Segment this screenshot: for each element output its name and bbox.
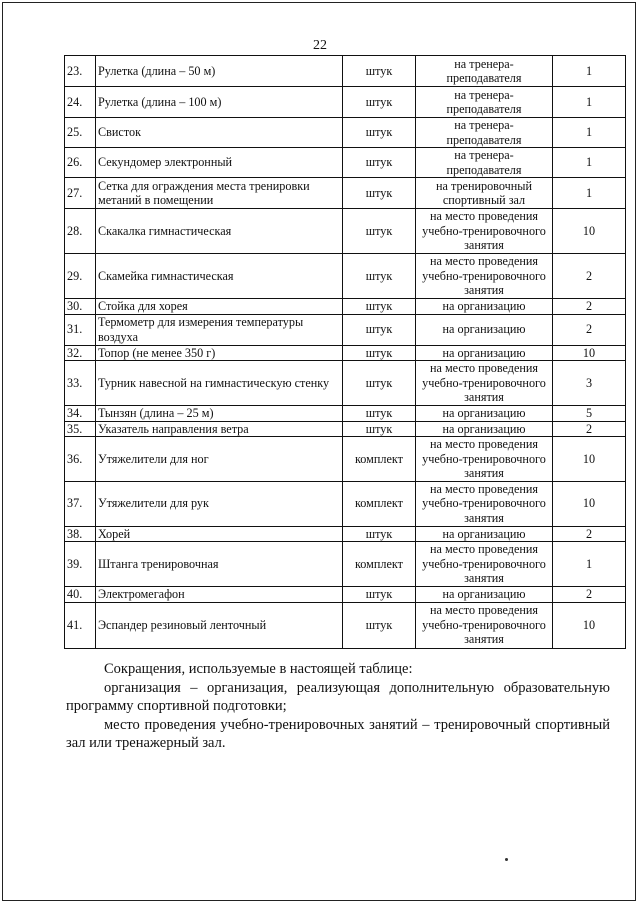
allocation-cell: на место проведения учебно-тренировочного занятия bbox=[416, 254, 553, 299]
allocation-cell: на организацию bbox=[416, 406, 553, 422]
unit-cell: штук bbox=[343, 148, 416, 178]
item-name-cell: Хорей bbox=[96, 526, 343, 542]
unit-cell: штук bbox=[343, 526, 416, 542]
unit-cell: штук bbox=[343, 254, 416, 299]
unit-cell: штук bbox=[343, 406, 416, 422]
allocation-cell: на место проведения учебно-тренировочного занятия bbox=[416, 602, 553, 648]
item-name-cell: Указатель направления ветра bbox=[96, 421, 343, 437]
quantity-cell: 2 bbox=[553, 299, 626, 315]
row-number-cell: 24. bbox=[65, 87, 96, 118]
table-row bbox=[65, 254, 626, 299]
row-number-cell: 35. bbox=[65, 421, 96, 437]
quantity-cell: 3 bbox=[553, 361, 626, 406]
row-number-cell: 40. bbox=[65, 587, 96, 603]
notes-definition-organization: организация – организация, реализующая дополнительную образовательную программу спортивной подготовки; bbox=[66, 679, 610, 714]
table-row bbox=[65, 437, 626, 482]
item-name-cell: Эспандер резиновый ленточный bbox=[96, 602, 343, 648]
item-name-cell: Скамейка гимнастическая bbox=[96, 254, 343, 299]
row-number-cell: 27. bbox=[65, 178, 96, 209]
unit-cell: штук bbox=[343, 178, 416, 209]
unit-cell: штук bbox=[343, 314, 416, 345]
item-name-cell: Свисток bbox=[96, 118, 343, 148]
allocation-cell: на место проведения учебно-тренировочного занятия bbox=[416, 209, 553, 254]
table-row bbox=[65, 421, 626, 437]
allocation-cell: на место проведения учебно-тренировочного занятия bbox=[416, 481, 553, 526]
item-name-cell: Рулетка (длина – 50 м) bbox=[96, 56, 343, 87]
quantity-cell: 2 bbox=[553, 421, 626, 437]
item-name-cell: Скакалка гимнастическая bbox=[96, 209, 343, 254]
quantity-cell: 10 bbox=[553, 602, 626, 648]
item-name-cell: Секундомер электронный bbox=[96, 148, 343, 178]
unit-cell: штук bbox=[343, 118, 416, 148]
allocation-cell: на организацию bbox=[416, 345, 553, 361]
item-name-cell: Утяжелители для рук bbox=[96, 481, 343, 526]
allocation-cell: на организацию bbox=[416, 421, 553, 437]
page-number: 22 bbox=[313, 38, 327, 53]
unit-cell: штук bbox=[343, 361, 416, 406]
item-name-cell: Турник навесной на гимнастическую стенку bbox=[96, 361, 343, 406]
equipment-table-body bbox=[65, 56, 626, 649]
allocation-cell: на тренера-преподавателя bbox=[416, 118, 553, 148]
allocation-cell: на организацию bbox=[416, 299, 553, 315]
item-name-cell: Тынзян (длина – 25 м) bbox=[96, 406, 343, 422]
quantity-cell: 1 bbox=[553, 56, 626, 87]
quantity-cell: 1 bbox=[553, 178, 626, 209]
quantity-cell: 1 bbox=[553, 87, 626, 118]
table-row bbox=[65, 542, 626, 587]
unit-cell: штук bbox=[343, 56, 416, 87]
allocation-cell: на организацию bbox=[416, 587, 553, 603]
table-row bbox=[65, 148, 626, 178]
allocation-cell: на организацию bbox=[416, 526, 553, 542]
quantity-cell: 10 bbox=[553, 437, 626, 482]
quantity-cell: 2 bbox=[553, 587, 626, 603]
table-row bbox=[65, 587, 626, 603]
row-number-cell: 28. bbox=[65, 209, 96, 254]
table-row bbox=[65, 361, 626, 406]
unit-cell: штук bbox=[343, 345, 416, 361]
unit-cell: штук bbox=[343, 299, 416, 315]
row-number-cell: 38. bbox=[65, 526, 96, 542]
table-row bbox=[65, 345, 626, 361]
unit-cell: штук bbox=[343, 421, 416, 437]
row-number-cell: 37. bbox=[65, 481, 96, 526]
table-row bbox=[65, 602, 626, 648]
item-name-cell: Топор (не менее 350 г) bbox=[96, 345, 343, 361]
abbreviations-notes bbox=[66, 660, 610, 753]
row-number-cell: 23. bbox=[65, 56, 96, 87]
table-row bbox=[65, 178, 626, 209]
table-row bbox=[65, 299, 626, 315]
unit-cell: штук bbox=[343, 587, 416, 603]
table-row bbox=[65, 56, 626, 87]
item-name-cell: Утяжелители для ног bbox=[96, 437, 343, 482]
quantity-cell: 1 bbox=[553, 118, 626, 148]
unit-cell: штук bbox=[343, 209, 416, 254]
quantity-cell: 10 bbox=[553, 345, 626, 361]
table-row bbox=[65, 314, 626, 345]
item-name-cell: Штанга тренировочная bbox=[96, 542, 343, 587]
notes-definition-training-place: место проведения учебно-тренировочных занятий – тренировочный спортивный зал или тренажерный зал. bbox=[66, 716, 610, 751]
row-number-cell: 29. bbox=[65, 254, 96, 299]
row-number-cell: 33. bbox=[65, 361, 96, 406]
unit-cell: комплект bbox=[343, 437, 416, 482]
quantity-cell: 5 bbox=[553, 406, 626, 422]
row-number-cell: 41. bbox=[65, 602, 96, 648]
allocation-cell: на организацию bbox=[416, 314, 553, 345]
item-name-cell: Рулетка (длина – 100 м) bbox=[96, 87, 343, 118]
table-row bbox=[65, 87, 626, 118]
item-name-cell: Сетка для ограждения места тренировки метаний в помещении bbox=[96, 178, 343, 209]
table-row bbox=[65, 118, 626, 148]
table-row bbox=[65, 526, 626, 542]
item-name-cell: Стойка для хорея bbox=[96, 299, 343, 315]
item-name-cell: Термометр для измерения температуры воздуха bbox=[96, 314, 343, 345]
allocation-cell: на место проведения учебно-тренировочного занятия bbox=[416, 361, 553, 406]
unit-cell: комплект bbox=[343, 542, 416, 587]
row-number-cell: 30. bbox=[65, 299, 96, 315]
allocation-cell: на тренера-преподавателя bbox=[416, 148, 553, 178]
quantity-cell: 2 bbox=[553, 526, 626, 542]
quantity-cell: 2 bbox=[553, 314, 626, 345]
quantity-cell: 10 bbox=[553, 209, 626, 254]
table-row bbox=[65, 406, 626, 422]
row-number-cell: 26. bbox=[65, 148, 96, 178]
quantity-cell: 1 bbox=[553, 148, 626, 178]
row-number-cell: 34. bbox=[65, 406, 96, 422]
row-number-cell: 25. bbox=[65, 118, 96, 148]
equipment-table bbox=[64, 55, 626, 649]
quantity-cell: 2 bbox=[553, 254, 626, 299]
scan-speck bbox=[505, 858, 508, 861]
unit-cell: комплект bbox=[343, 481, 416, 526]
allocation-cell: на тренера-преподавателя bbox=[416, 87, 553, 118]
row-number-cell: 36. bbox=[65, 437, 96, 482]
notes-title: Сокращения, используемые в настоящей таблице: bbox=[104, 661, 413, 677]
allocation-cell: на место проведения учебно-тренировочного занятия bbox=[416, 542, 553, 587]
row-number-cell: 39. bbox=[65, 542, 96, 587]
allocation-cell: на место проведения учебно-тренировочного занятия bbox=[416, 437, 553, 482]
quantity-cell: 1 bbox=[553, 542, 626, 587]
unit-cell: штук bbox=[343, 602, 416, 648]
quantity-cell: 10 bbox=[553, 481, 626, 526]
item-name-cell: Электромегафон bbox=[96, 587, 343, 603]
unit-cell: штук bbox=[343, 87, 416, 118]
row-number-cell: 32. bbox=[65, 345, 96, 361]
row-number-cell: 31. bbox=[65, 314, 96, 345]
table-row bbox=[65, 481, 626, 526]
allocation-cell: на тренера-преподавателя bbox=[416, 56, 553, 87]
table-row bbox=[65, 209, 626, 254]
allocation-cell: на тренировочный спортивный зал bbox=[416, 178, 553, 209]
